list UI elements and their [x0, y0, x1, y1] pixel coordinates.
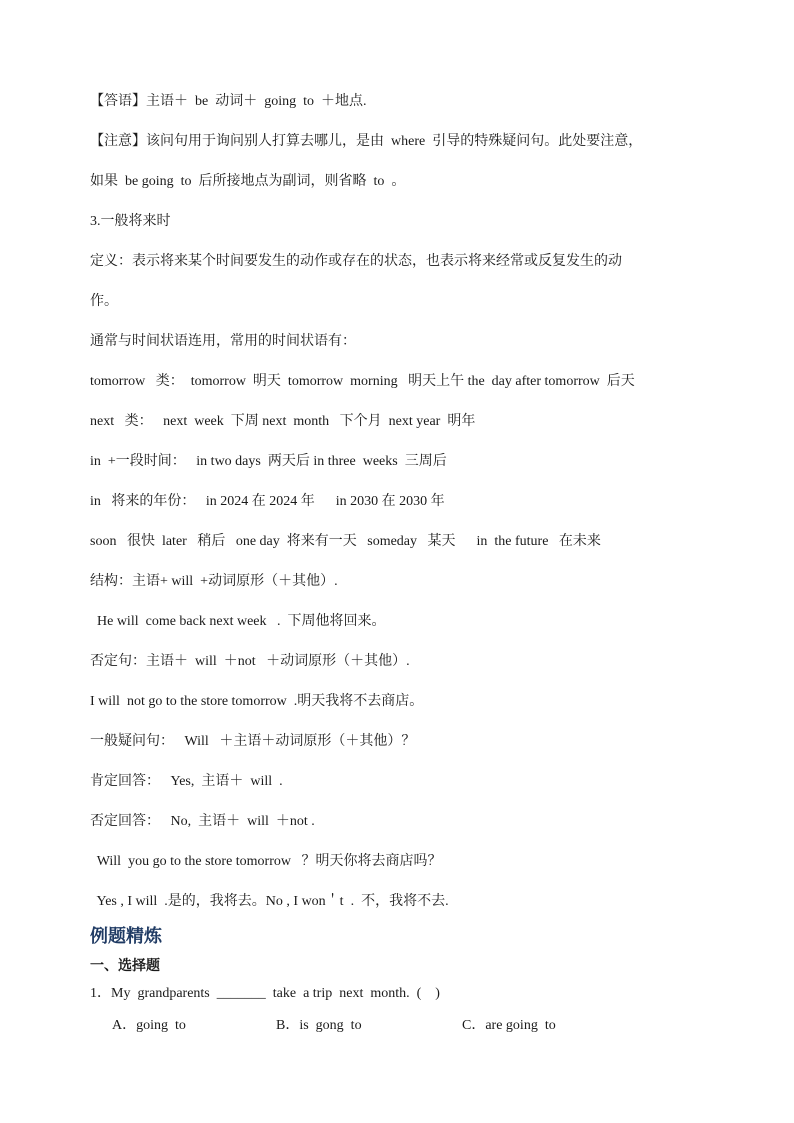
section-title: 例题精炼 — [90, 926, 162, 947]
option-c: C．are going to — [462, 1018, 556, 1033]
caution-note-cont: 如果 be going to 后所接地点为副词，则省略 to 。 — [90, 174, 406, 189]
other-adverbials: soon 很快 later 稍后 one day 将来有一天 someday 某天 in the future 在未来 — [90, 534, 601, 549]
negative-structure: 否定句：主语＋ will ＋not ＋动词原形（＋其他）. — [90, 654, 410, 669]
definition-text-cont: 作。 — [90, 294, 118, 309]
structure-text: 结构：主语+ will +动词原形（＋其他）. — [90, 574, 338, 589]
option-b: B．is gong to — [276, 1018, 362, 1033]
structure-example: He will come back next week . 下周他将回来。 — [90, 614, 386, 629]
tomorrow-category: tomorrow 类： tomorrow 明天 tomorrow morning 明天上午 the day after tomorrow 后天 — [90, 374, 635, 389]
time-adverbials-intro: 通常与时间状语连用，常用的时间状语有： — [90, 334, 356, 349]
negative-answer: 否定回答： No, 主语＋ will ＋not . — [90, 814, 315, 829]
option-a: A．going to — [112, 1018, 186, 1033]
question-structure: 一般疑问句： Will ＋主语＋动词原形（＋其他）？ — [90, 734, 416, 749]
answer-note: 【答语】主语＋ be 动词＋ going to ＋地点. — [90, 94, 367, 109]
negative-example: I will not go to the store tomorrow .明天我将不去商店。 — [90, 694, 424, 709]
section-heading-future-tense: 3.一般将来时 — [90, 214, 171, 229]
answer-example: Yes , I will .是的，我将去。No , I won＇t . 不，我将不去. — [90, 894, 449, 909]
in-period-category: in +一段时间： in two days 两天后 in three weeks 三周后 — [90, 454, 447, 469]
next-category: next 类： next week 下周 next month 下个月 next year 明年 — [90, 414, 476, 429]
positive-answer: 肯定回答： Yes, 主语＋ will . — [90, 774, 283, 789]
question-1: 1．My grandparents _______ take a trip next month. ( ) — [90, 986, 440, 1001]
caution-note: 【注意】该问句用于询问别人打算去哪儿，是由 where 引导的特殊疑问句。此处要注意， — [90, 134, 643, 149]
definition-text: 定义：表示将来某个时间要发生的动作或存在的状态，也表示将来经常或反复发生的动 — [90, 254, 622, 269]
question-example: Will you go to the store tomorrow ？明天你将去商店吗？ — [90, 854, 442, 869]
subsection-title: 一、选择题 — [90, 958, 160, 974]
in-year-category: in 将来的年份： in 2024 在 2024 年 in 2030 在 2030 年 — [90, 494, 445, 509]
